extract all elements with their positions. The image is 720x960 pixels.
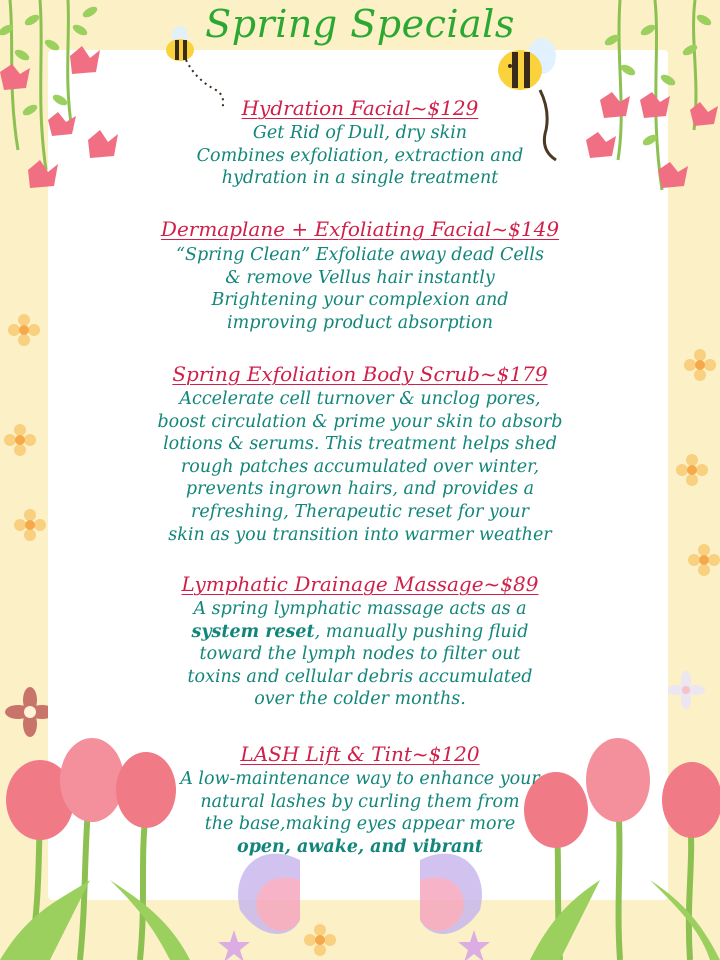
section-heading: Lymphatic Drainage Massage~$89 [181,572,539,596]
body-line: Get Rid of Dull, dry skin [252,123,468,143]
section-body [0,388,720,546]
body-line: lotions & serums. This treatment helps shed [163,434,557,455]
body-line: & remove Vellus hair instantly [225,267,495,288]
body-line: toward the lymph nodes to filter out [199,644,521,665]
body-line: over the colder months. [254,689,466,710]
section-body [0,768,720,858]
section-heading: Hydration Facial~$129 [241,96,479,120]
section-heading: LASH Lift & Tint~$120 [240,742,480,766]
body-line: hydration in a single treatment [221,168,499,189]
section-heading: Dermaplane + Exfoliating Facial~$149 [160,217,560,241]
body-line [0,836,720,859]
page-title: Spring Specials [205,2,515,46]
body-line: Combines exfoliation, extraction and [196,145,524,166]
body-line: refreshing, Therapeutic reset for your [191,501,529,522]
body-line: the base,making eyes appear more [204,814,516,835]
body-line: skin as you transition into warmer weather [168,524,552,545]
body-line: toxins and cellular debris accumulated [187,666,533,687]
body-line: rough patches accumulated over winter, [180,456,540,477]
section-body [0,598,720,711]
body-line: boost circulation & prime your skin to absorb [157,411,563,432]
emphasis-text: open, awake, and vibrant [237,836,483,857]
section-body [0,244,720,334]
body-line-post: , manually pushing fluid [314,621,529,642]
emphasis-text: system reset [191,621,315,642]
section-body [0,122,720,190]
body-line: prevents ingrown hairs, and provides a [185,479,535,500]
body-line: Accelerate cell turnover & unclog pores, [179,389,541,409]
section-heading: Spring Exfoliation Body Scrub~$179 [172,362,548,386]
body-line: improving product absorption [227,312,493,333]
body-line: “Spring Clean” Exfoliate away dead Cells [176,245,544,265]
body-line: natural lashes by curling them from [200,791,520,812]
body-line: Brightening your complexion and [211,290,509,311]
body-line [0,621,720,644]
body-line: A spring lymphatic massage acts as a [193,599,527,619]
body-line: A low-maintenance way to enhance your [180,769,540,789]
